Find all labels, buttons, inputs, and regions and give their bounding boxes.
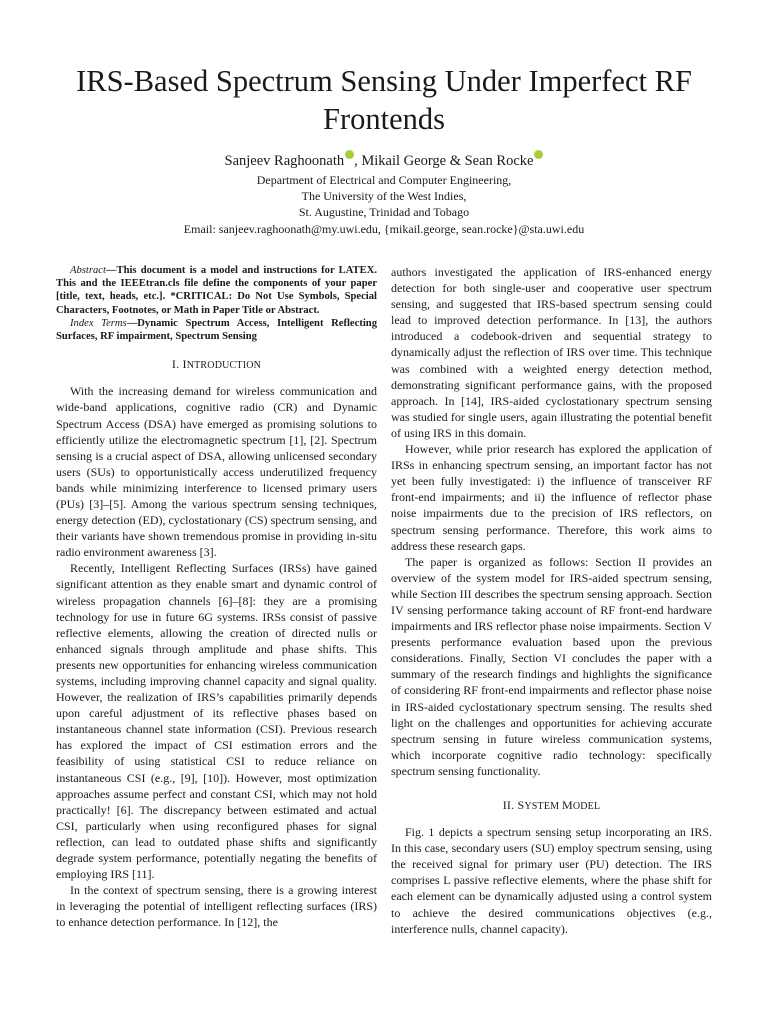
email-line: Email: sanjeev.raghoonath@my.uwi.edu, {mikail.george, sean.rocke}@sta.uwi.edu — [183, 221, 585, 236]
paragraph: With the increasing demand for wireless communication and wide-band applications, cognitive radio (CR) and Dynamic Spectrum Access (DSA) have emerged as promising solutions to efficiently utilize the electromagnetic spectrum [1], [2]. Spectrum sensing is a crucial aspect of DSA, allowing unlicensed secondary users (SUs) to opportunistically access underutilized frequency bands while minimizing interference to licensed primary users (PUs) [3]–[5]. Among the various spectrum sensing techniques, energy detection (ED), cyclostationary (CS) spectrum sensing, and their variants have shown tremendous promise in providing in-situ radio environment awareness [3]. — [56, 384, 377, 560]
abstract-label: Abstract — [70, 265, 106, 276]
right-column — [391, 264, 712, 937]
abstract — [56, 264, 377, 317]
author-separator: , — [354, 152, 362, 169]
paragraph: Fig. 1 depicts a spectrum sensing setup incorporating an IRS. In this case, secondary users (SU) employ spectrum sensing, using the received signal for primary user (PU) detection. The IRS comprises L passive reflective elements, where the phase shift for each element can be dynamically adjusted using a control system to achieve the desired communications objectives (e.g., interference nulls, channel capacity). — [391, 825, 712, 936]
index-terms-label: Index Terms — [70, 317, 127, 329]
author-name: Sanjeev Raghoonath — [224, 152, 345, 169]
author-name: Mikail George & Sean Rocke — [361, 152, 534, 169]
orcid-icon[interactable] — [345, 150, 354, 159]
section-heading-introduction: I. INTRODUCTION — [171, 357, 262, 372]
paragraph: authors investigated the application of IRS-enhanced energy detection for both single-user and cooperative user spectrum sensing, and suggested that IRS-based spectrum sensing could lead to improved detection performance. In [13], the authors introduced a codebook-driven and sequential strategy to dynamically adjust the reflection of IRS over time. This technique was combined with a weighted energy detection method, demonstrating significant performance gains, with the proposed approach. In [14], IRS-aided cyclostationary spectrum sensing was studied for single users, again illustrating the potential benefit of using IRS in this domain. — [391, 265, 712, 440]
affiliation-line: Department of Electrical and Computer Engineering, — [256, 173, 512, 187]
index-terms — [56, 317, 377, 343]
paragraph: Recently, Intelligent Reflecting Surfaces (IRSs) have gained significant attention as they enable smart and dynamic control of wireless propagation channels [6]–[8]: they are a promising technology for use in future 6G systems. IRSs consist of passive reflective elements, allowing the creation of directed nulls or enhanced signals through amplitude and phase shifts. This presents new opportunities for enhancing wireless communication systems, including improving channel capacity and signal quality. However, the realization of IRS’s capabilities primarily depends upon careful adjustment of its reflective phases based on instantaneous channel state information (CSI). Previous research has explored the impact of CSI estimation errors and the feasibility of using statistical CSI to reduce reliance on instantaneous CSI (e.g., [9], [10]). However, most optimization approaches assume perfect and constant CSI, which may not hold practically! [6]. The discrepancy between estimated and actual CSI, particularly when using reconfigured phases for signal reflection, can lead to outdated phase shifts and significantly degrade system performance, potentially negating the benefits of employing IRS [11]. — [56, 561, 377, 882]
section-heading-system-model: II. SYSTEM MODEL — [502, 798, 601, 812]
left-column — [56, 264, 377, 931]
paragraph: The paper is organized as follows: Section II provides an overview of the system model for IRS-aided spectrum sensing, while Section III describes the spectrum sensing approach. Section IV sensing performance taking account of RF front-end hardware impairments and IRS reflector phase noise impairments. Section V presents performance evaluation based upon the previous considerations. Finally, Section VI concludes the paper with a summary of the research findings and highlights the significance of considering RF front-end impairments and reflector phase noise in IRS-aided cyclostationary spectrum sensing. The results shed light on the challenges and opportunities for achieving accurate spectrum sensing in future wireless communication systems, which incorporate cognitive radio technology: specifically spectrum sensing functionality. — [391, 554, 712, 778]
paper-title: IRS-Based Spectrum Sensing Under Imperfect RF Frontends — [76, 64, 692, 136]
affiliation-block — [40, 172, 728, 237]
affiliation-line: The University of the West Indies, — [301, 189, 467, 204]
abstract-text: —This document is a model and instructions for LATEX. This and the IEEEtran.cls file define the components of your paper [title, text, heads, etc.]. *CRITICAL: Do Not Use Symbols, Special Characters, Footnotes, or Math in Paper Title or Abstract. — [56, 265, 377, 316]
paragraph: In the context of spectrum sensing, there is a growing interest in leveraging the potential of intelligent reflecting surfaces (IRS) to enhance detection performance. In [12], the — [56, 883, 377, 930]
paragraph: However, while prior research has explored the application of IRSs in enhancing spectrum sensing, an important factor has not yet been fully investigated: i) the influence of transceiver RF front-end impairments; and ii) the influence of reflector phase noise impairments due to the precision of IRS reflectors, on spectrum sensing performance. Therefore, this work aims to address these research gaps. — [391, 442, 712, 553]
author-line — [40, 150, 728, 170]
orcid-icon[interactable] — [534, 150, 543, 159]
affiliation-line: St. Augustine, Trinidad and Tobago — [298, 205, 470, 220]
index-terms-text: —Dynamic Spectrum Access, Intelligent Reflecting Surfaces, RF impairment, Spectrum Sensing — [56, 317, 377, 343]
